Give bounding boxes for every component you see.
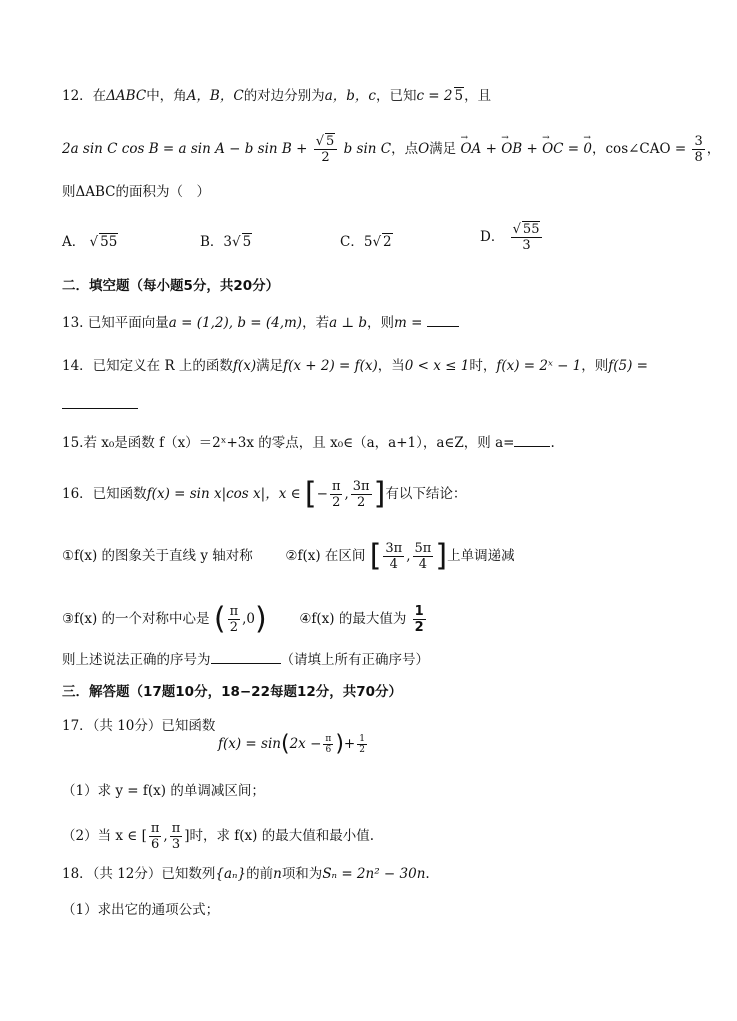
q17-fx: f(x) = sin (218, 736, 281, 752)
q16-s2-lo (383, 541, 404, 572)
q12-triangle: ΔABC (106, 88, 147, 104)
q14-definition: f(x) = 2ˣ − 1 (496, 358, 582, 374)
option-label: C． (340, 234, 364, 250)
q13-text: 13. 已知平面向量 (62, 315, 169, 331)
q17-const-frac (357, 734, 367, 755)
frac-den: 2 (357, 495, 366, 510)
q14 (62, 356, 648, 376)
q17-plus: + (343, 736, 356, 752)
q14-answer-line (62, 395, 138, 415)
option-value: 55 (522, 222, 540, 237)
q12-option-d (480, 222, 544, 253)
frac-num: π (171, 821, 181, 836)
section-2-heading: 二．填空题（每小题5分，共20分） (62, 278, 280, 294)
q16-statement-2-end: 上单调递减 (447, 548, 515, 564)
q16-statements-row1: ①f(x) 的图象关于直线 y 轴对称 ②f(x) 在区间 [ $\frac{3\pi}{4}$ , $\frac{5\pi}{4}$ ]上单调递减 (62, 538, 515, 574)
q18-sum: Sₙ = 2n² − 30n (322, 866, 426, 882)
q12-number: 12．在 (62, 88, 107, 104)
q16-statement-2: ②f(x) 在区间 (285, 548, 366, 564)
q18-part1: （1）求出它的通项公式； (62, 902, 220, 918)
q16-statement-3: ③f(x) 的一个对称中心是 (62, 611, 210, 627)
q12-line3: 则ΔABC的面积为（ ） (62, 184, 210, 200)
frac-num: π (331, 479, 341, 494)
q16-domain-hi (351, 479, 372, 510)
q14-text: 满足 (256, 358, 284, 374)
paren-left: ( (213, 601, 226, 637)
q16-text: 有以下结论： (385, 486, 467, 502)
q12-line2 (62, 134, 720, 165)
frac-den: 6 (150, 837, 160, 852)
q12-frac-den: 2 (321, 150, 330, 165)
q17-p2-hi (170, 821, 183, 852)
q13 (62, 313, 459, 333)
q17-part1: （1）求 y = f(x) 的单调减区间； (62, 783, 265, 799)
q12-equation-rhs: b sin C (343, 141, 392, 157)
frac-num: 1 (414, 604, 424, 619)
paren-right: ) (255, 601, 267, 637)
frac-den: 4 (418, 557, 428, 572)
q17-arg-frac (323, 734, 333, 755)
option-den: 3 (522, 238, 531, 253)
frac-den: 3 (171, 837, 181, 852)
q12-vector-equation: → OA + → OB + → OC = → 0 (460, 141, 592, 157)
q12-text: ，且 (464, 88, 492, 104)
q13-vector-b: b = (4,m) (237, 315, 303, 331)
q16-domain-lo (330, 479, 343, 510)
q14-f5: f(5) = (608, 358, 648, 374)
frac-num: π (150, 821, 160, 836)
frac-num: π (229, 604, 239, 619)
q17-function (218, 731, 369, 757)
option-value: 55 (100, 234, 118, 250)
q13-perp: a ⊥ b (329, 315, 368, 331)
section-3-heading: 三．解答题（17题10分，18−22每题12分，共70分） (62, 684, 403, 700)
q16-s3-frac (228, 604, 241, 635)
q18-n: n (273, 866, 282, 882)
q14-text: ，当 (377, 358, 405, 374)
q17-p2-text: （2）当 x ∈ [ (62, 828, 147, 844)
q16-statement-4: ④f(x) 的最大值为 (299, 611, 407, 627)
q12-frac-root: 5 (326, 134, 335, 149)
q12-cos-den: 8 (694, 150, 703, 165)
frac-num: π (325, 734, 332, 744)
option-prefix: 5 (363, 234, 373, 250)
q12-cos-fraction (692, 134, 704, 165)
frac-num: 3π (385, 541, 403, 556)
q16-answer-blank[interactable] (211, 663, 281, 664)
q18-end: . (425, 866, 430, 882)
q12-sides: a，b，c (324, 88, 376, 104)
q15-answer-blank[interactable] (514, 446, 550, 447)
q13-m: m = (394, 315, 423, 331)
option-label: A． (62, 234, 86, 250)
q18-text: 的前 (246, 866, 274, 882)
q12-vec-oc: → OC (542, 139, 563, 159)
q12-text: ， (706, 141, 721, 157)
q12-cos-text: ，cos∠CAO = (592, 141, 687, 157)
q16: 16．已知函数f(x) = sin x|cos x|，x ∈ [− $\frac{\pi}{2}$ , $\frac{3\pi}{2}$ ]有以下结论： (62, 476, 467, 512)
frac-num: 1 (359, 734, 365, 744)
q12-option-a: A． √ 55 (62, 234, 118, 250)
q12-angles: A，B，C (186, 88, 244, 104)
q17-text: 17．（共 10分）已知函数 (62, 718, 216, 734)
q16-s2-hi (413, 541, 434, 572)
q18-text: 项和为 (281, 866, 323, 882)
option-prefix: 3 (223, 234, 233, 250)
q12-line1 (62, 86, 491, 106)
q14-answer-blank[interactable] (62, 408, 138, 409)
paren-right: ) (335, 731, 344, 757)
frac-den: 2 (414, 620, 424, 635)
frac-num: 3π (352, 479, 370, 494)
q15 (62, 433, 555, 453)
option-fraction: $\frac{√ 55}{3}$ (511, 222, 543, 253)
q14-periodic: f(x + 2) = f(x) (283, 358, 378, 374)
q17-p2-end: ]时，求 f(x) 的最大值和最小值. (184, 828, 375, 844)
q16-statements-row2 (62, 601, 428, 637)
frac-num: 5π (414, 541, 432, 556)
q12-equation-lhs: 2a sin C cos B = a sin A − b sin B + (62, 141, 308, 157)
q12-text: 的对边分别为 (243, 88, 325, 104)
q12-point: O (418, 141, 430, 157)
option-value: 5 (242, 234, 252, 250)
frac-den: 2 (332, 495, 341, 510)
q12-cos-num: 3 (694, 134, 703, 149)
q16-ask-text: 则上述说法正确的序号为 (62, 652, 211, 668)
q12-vec-ob: → OB (501, 139, 522, 159)
q17 (62, 716, 215, 736)
q13-answer-blank[interactable] (427, 326, 459, 327)
q12-given-c-root: 5 (454, 88, 464, 104)
frac-den: 6 (325, 745, 332, 755)
bracket-left: [ (304, 476, 317, 512)
q16-function: f(x) = sin x|cos x| (146, 486, 266, 502)
q17-arg: 2x − (289, 736, 322, 752)
q12-text: 满足 (429, 141, 457, 157)
q16-s3-zero: ,0 (242, 611, 255, 627)
bracket-left: [ (369, 538, 382, 574)
q16-statement-1: ①f(x) 的图象关于直线 y 轴对称 (62, 548, 253, 564)
q17-p2-lo (149, 821, 162, 852)
q12-equation-fraction: $\frac{√ 5}{2}$ (314, 134, 338, 165)
option-label: B． (200, 234, 224, 250)
q12-given-c: c = 2 (416, 88, 453, 104)
frac-den: 2 (359, 745, 365, 755)
option-label: D． (480, 229, 505, 245)
q14-condition: 0 < x ≤ 1 (404, 358, 470, 374)
bracket-right: ] (373, 476, 386, 512)
q16-text: 16．已知函数 (62, 486, 147, 502)
q13-vector-a: a = (1,2), (168, 315, 234, 331)
q12-vec-oa: → OA (460, 139, 481, 159)
q15-text: 15.若 x₀是函数 f（x）＝2ˣ+3x 的零点，且 x₀∈（a，a+1），a∈Z，则 a= (62, 435, 515, 451)
q14-text: 14．已知定义在 R 上的函数 (62, 358, 233, 374)
frac-den: 4 (389, 557, 398, 572)
q16-ask-end: （请填上所有正确序号） (280, 652, 429, 668)
q12-option-b: B．3√ 5 (200, 234, 252, 250)
q12-vec-zero: → 0 (583, 139, 592, 159)
q17-part2: （2）当 x ∈ [ $\frac{\pi}{6}$ , $\frac{\pi}{3}$ ]时，求 f(x) 的最大值和最小值. (62, 821, 375, 852)
q13-text: ，则 (367, 315, 395, 331)
q16-s4-frac (413, 604, 426, 635)
q12-option-c: C．5√ 2 (340, 234, 392, 250)
q16-domain-text: ，x ∈ (265, 486, 301, 502)
q14-fx: f(x) (232, 358, 257, 374)
q16-ask (62, 650, 429, 670)
paren-left: ( (280, 731, 290, 757)
q12-text: 中，角 (146, 88, 187, 104)
q18-text: 18．（共 12分）已知数列 (62, 866, 216, 882)
q12-text: ，已知 (375, 88, 417, 104)
q14-text: 时， (469, 358, 497, 374)
frac-den: 2 (229, 620, 238, 635)
q15-end: . (550, 435, 555, 451)
q12-text: ，点 (391, 141, 419, 157)
q18 (62, 864, 430, 884)
option-value: 2 (383, 234, 392, 250)
q14-text: ，则 (581, 358, 609, 374)
bracket-right: ] (435, 538, 448, 574)
q13-text: ，若 (302, 315, 330, 331)
q18-sequence: {aₙ} (215, 866, 247, 882)
